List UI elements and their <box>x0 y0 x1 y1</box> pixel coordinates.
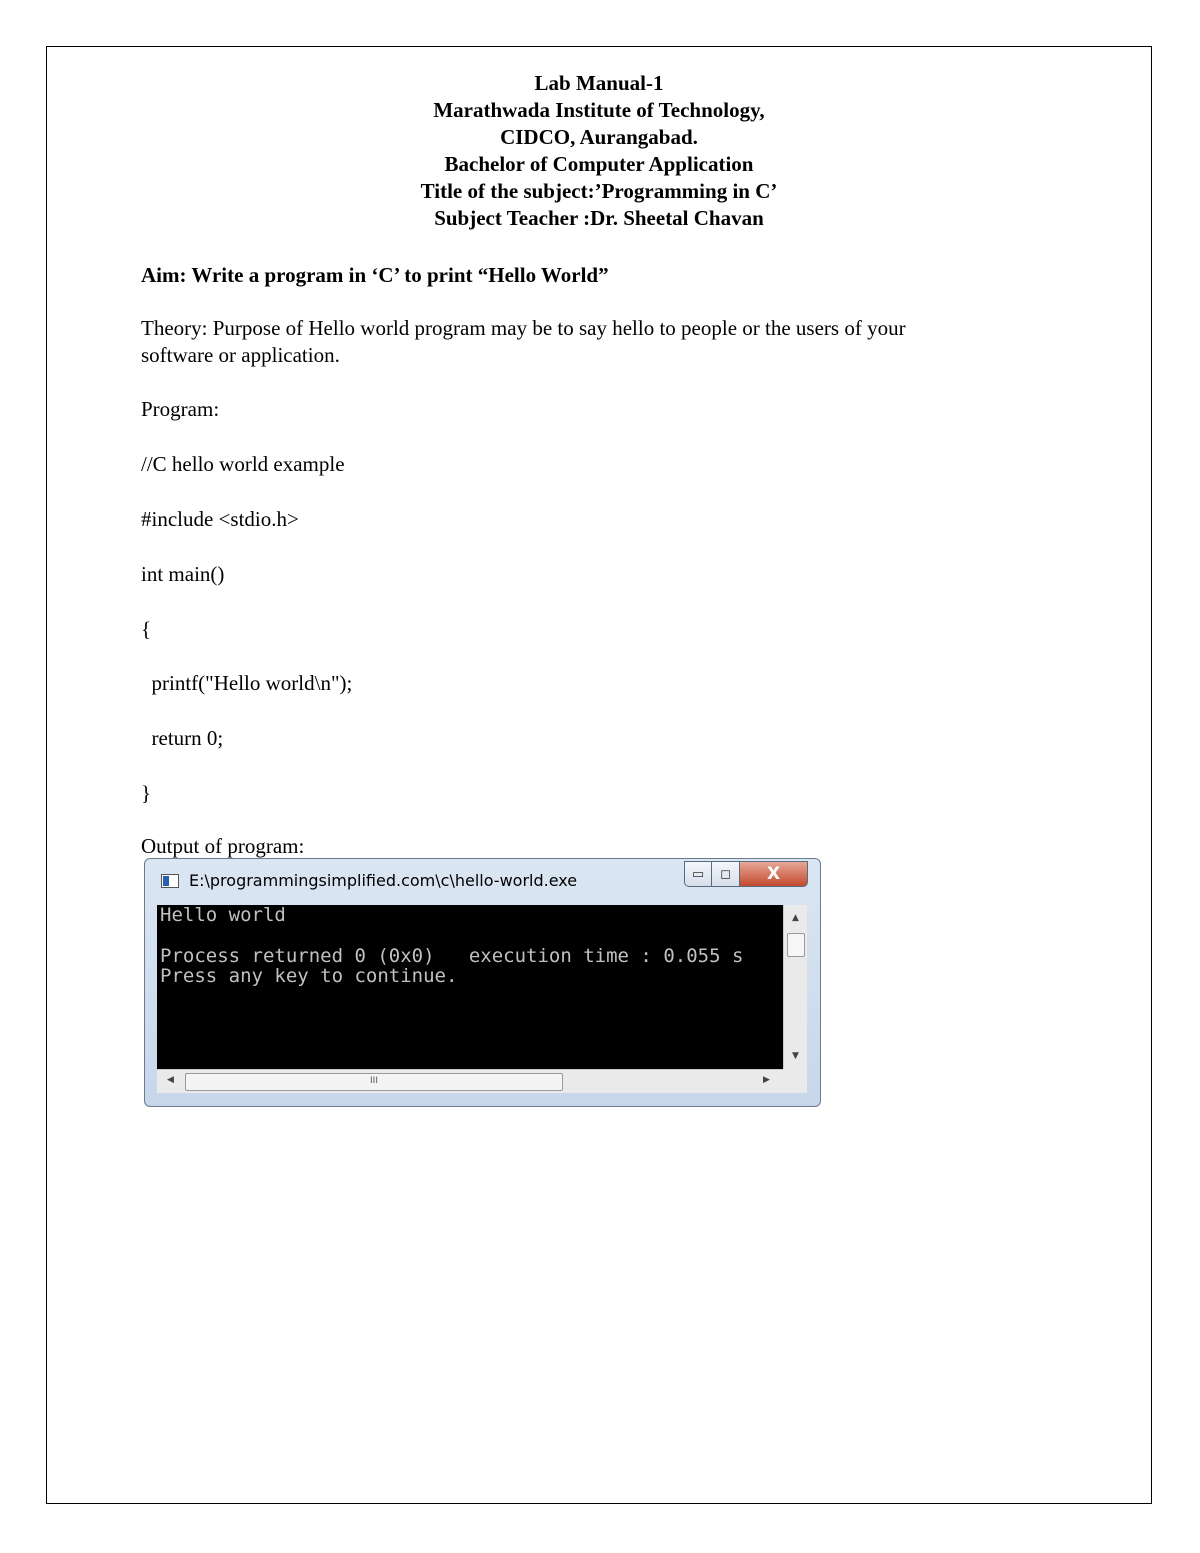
horizontal-scroll-thumb: III <box>185 1073 563 1091</box>
console-titlebar <box>145 859 820 905</box>
vertical-scrollbar <box>783 905 807 1069</box>
scroll-up-icon: ▲ <box>792 913 799 923</box>
program-label: Program: <box>141 397 220 421</box>
header-line-subject: Title of the subject:’Programming in C’ <box>420 179 778 203</box>
code-line-include: #include <stdio.h> <box>141 507 299 531</box>
horizontal-scrollbar <box>157 1069 783 1093</box>
code-line-main: int main() <box>141 562 225 586</box>
scroll-left-icon: ◀ <box>167 1075 174 1085</box>
document-header <box>46 70 1152 232</box>
close-icon: X <box>740 861 808 887</box>
theory-line-1: Theory: Purpose of Hello world program may be to say hello to people or the users of your <box>141 316 906 340</box>
output-label: Output of program: <box>141 834 305 858</box>
code-line-comment: //C hello world example <box>141 452 345 476</box>
theory-line-2: software or application. <box>141 343 340 367</box>
code-line-printf: printf("Hello world\n"); <box>141 671 353 695</box>
console-line-press-key: Press any key to continue. <box>160 965 458 987</box>
header-line-lab-manual: Lab Manual-1 <box>534 71 664 95</box>
header-line-institute: Marathwada Institute of Technology, <box>433 98 765 122</box>
console-window-screenshot <box>144 858 821 1107</box>
aim-text: Aim: Write a program in ‘C’ to print “Hello World” <box>141 263 609 287</box>
code-line-close-brace: } <box>141 781 152 805</box>
console-line-process: Process returned 0 (0x0) execution time : 0.055 s <box>160 945 744 967</box>
console-line-hello: Hello world <box>160 904 286 926</box>
console-window-title: E:\programmingsimplified.com\c\hello-world.exe <box>189 871 578 890</box>
code-line-return: return 0; <box>141 726 224 750</box>
code-line-open-brace: { <box>141 617 152 641</box>
header-line-teacher: Subject Teacher :Dr. Sheetal Chavan <box>434 206 764 230</box>
header-line-location: CIDCO, Aurangabad. <box>500 125 698 149</box>
scroll-right-icon: ▶ <box>763 1075 770 1085</box>
minimize-icon: ▭ <box>684 861 712 887</box>
console-app-icon <box>161 874 179 888</box>
resize-grip-icon <box>783 1069 807 1093</box>
window-controls <box>684 861 808 887</box>
scroll-down-icon: ▼ <box>792 1051 799 1061</box>
header-line-course: Bachelor of Computer Application <box>444 152 754 176</box>
vertical-scroll-thumb <box>787 933 805 957</box>
maximize-icon: ◻ <box>712 861 740 887</box>
console-output <box>157 905 783 1069</box>
